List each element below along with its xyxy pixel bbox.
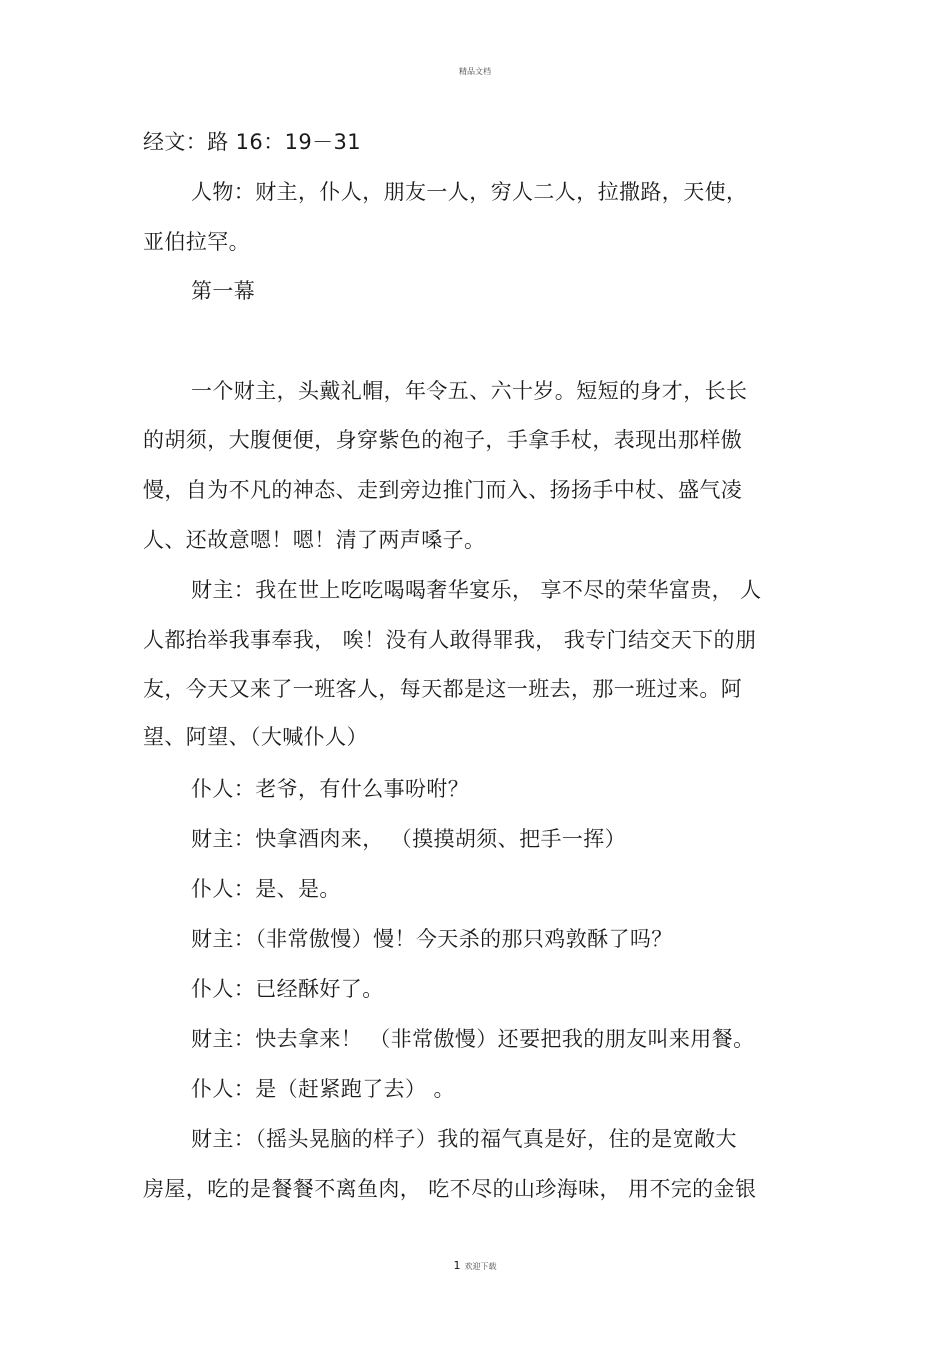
- page-header: 精品文档: [459, 67, 491, 76]
- paragraph-line: 慢，自为不凡的神态、走到旁边推门而入、扬扬手中杖、盛气凌: [143, 478, 743, 502]
- dialogue-line: 仆人：是（赶紧跑了去） 。: [191, 1077, 455, 1101]
- page-number: 1: [453, 1259, 461, 1272]
- dialogue-line: 人都抬举我事奉我， 唉！没有人敢得罪我， 我专门结交天下的朋: [143, 628, 757, 652]
- scripture-reference: 经文：路 16：19－31: [143, 130, 362, 154]
- dialogue-line: 财主：快拿酒肉来， （摸摸胡须、把手一挥）: [191, 827, 627, 851]
- paragraph-line: 人、还故意嗯！嗯！清了两声嗓子。: [143, 528, 486, 552]
- paragraph-line: 一个财主，头戴礼帽，年令五、六十岁。短短的身才，长长: [191, 379, 748, 403]
- dialogue-line: 房屋，吃的是餐餐不离鱼肉， 吃不尽的山珍海味， 用不完的金银: [143, 1177, 757, 1201]
- characters-line-continued: 亚伯拉罕。: [143, 230, 250, 254]
- characters-line: 人物：财主，仆人，朋友一人，穷人二人，拉撒路，天使，: [191, 180, 748, 204]
- dialogue-line: 财主：（非常傲慢）慢！今天杀的那只鸡敦酥了吗？: [191, 927, 673, 951]
- page-footer: [0, 1259, 950, 1272]
- dialogue-line: 仆人：是、是。: [191, 877, 341, 901]
- paragraph-line: 的胡须，大腹便便，身穿紫色的袍子，手拿手杖，表现出那样傲: [143, 428, 743, 452]
- dialogue-line: 财主：我在世上吃吃喝喝奢华宴乐， 享不尽的荣华富贵， 人: [191, 578, 762, 602]
- dialogue-line: 仆人：老爷，有什么事吩咐？: [191, 777, 470, 801]
- dialogue-line: 友，今天又来了一班客人，每天都是这一班去，那一班过来。阿: [143, 677, 743, 701]
- dialogue-line: 仆人：已经酥好了。: [191, 977, 384, 1001]
- dialogue-line: 望、阿望、（大喊仆人）: [143, 725, 368, 749]
- dialogue-line: 财主：（摇头晃脑的样子）我的福气真是好，住的是宽敞大: [191, 1127, 737, 1151]
- act-title: 第一幕: [191, 279, 256, 303]
- dialogue-line: 财主：快去拿来！ （非常傲慢）还要把我的朋友叫来用餐。: [191, 1027, 755, 1051]
- footer-text: 欢迎下载: [464, 1262, 497, 1271]
